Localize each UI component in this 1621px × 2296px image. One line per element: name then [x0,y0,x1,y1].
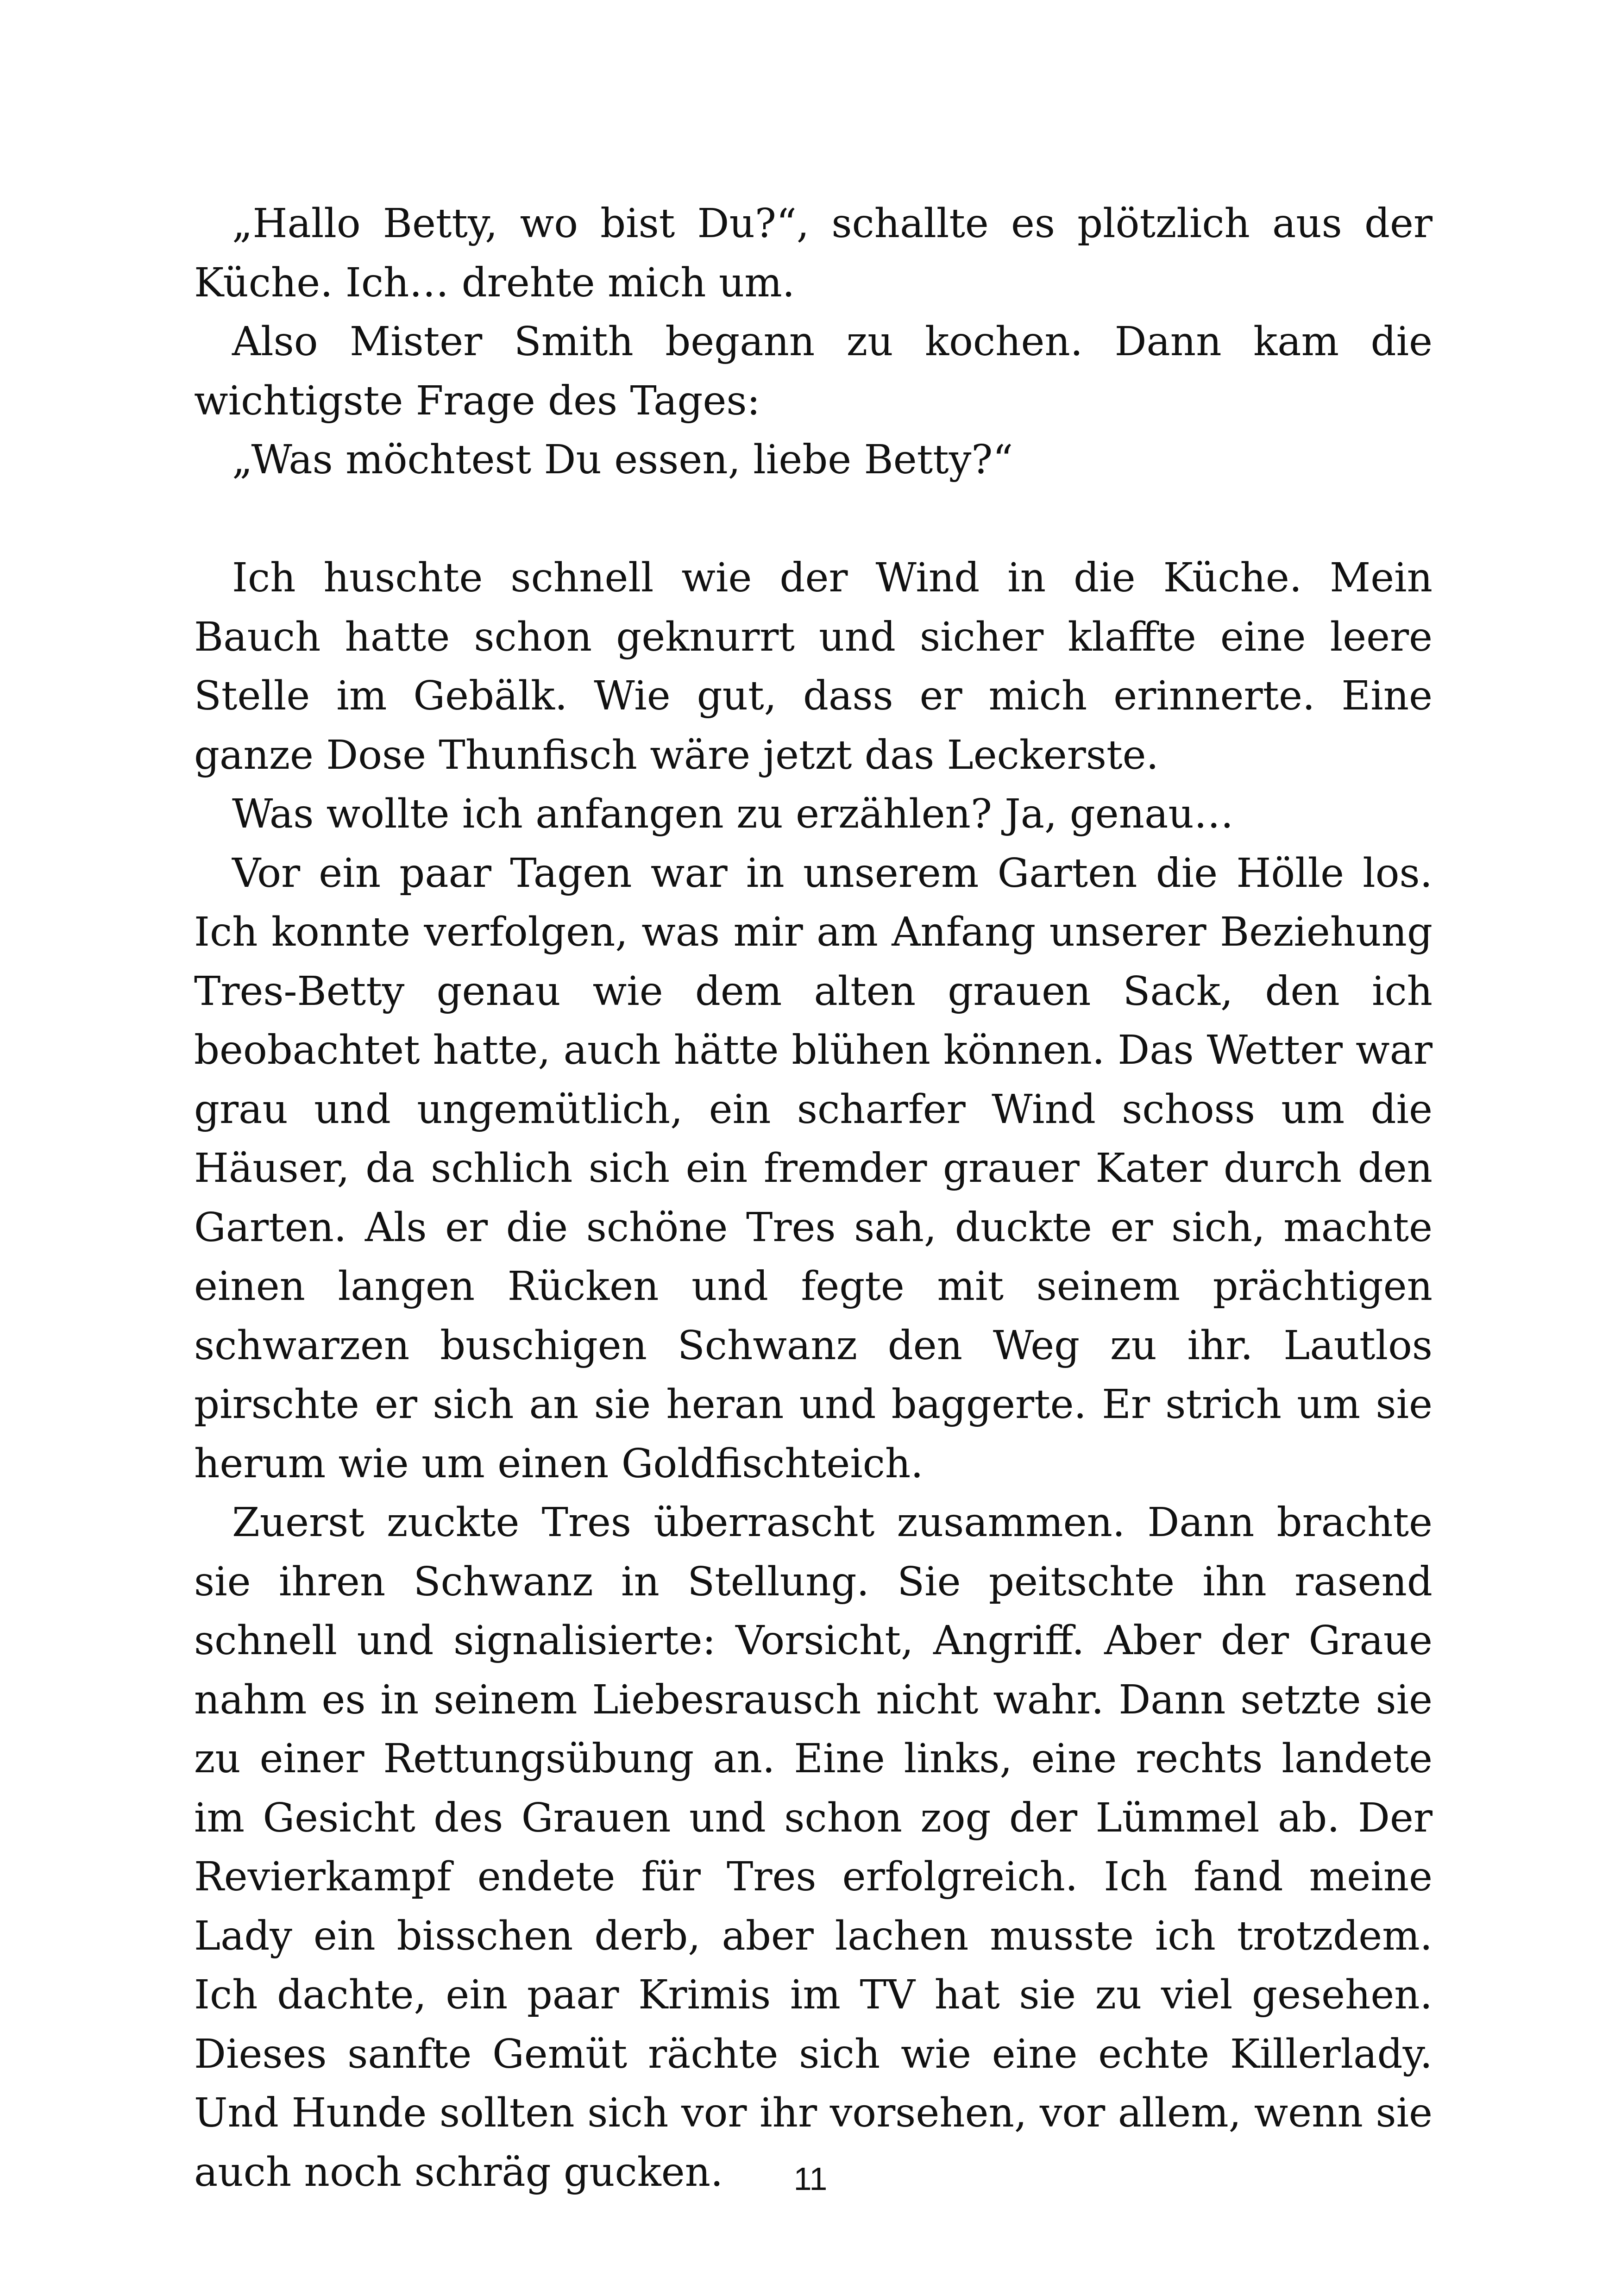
paragraph-5: Was wollte ich anfangen zu erzählen? Ja, genau… [232,791,1234,837]
body-text [194,194,1433,2202]
paragraph-2: Also Mister Smith begann zu kochen. Dann kam die wichtigste Frage des Tages: [194,319,1433,424]
page-number: 11 [793,2161,828,2197]
paragraph-7: Zuerst zuckte Tres überrascht zusammen. Dann brachte sie ihren Schwanz in Stellung. Sie peitschte ihn rasend schnell und signalisierte: Vorsicht, Angriff. Aber der Graue nahm es in seinem Liebesrausch nicht wahr. Dann setzte sie zu einer Rettungsübung an. Eine links, eine rechts landete im Gesicht des Grauen und schon zog der Lümmel ab. Der Revierkampf endete für Tres erfolgreich. Ich fand meine Lady ein bisschen derb, aber lachen musste ich trotzdem. Ich dachte, ein paar Krimis im TV hat sie zu viel gesehen. Dieses sanfte Gemüt rächte sich wie eine echte Killerlady. Und Hunde sollten sich vor ihr vorsehen, vor allem, wenn sie auch noch schräg gucken. [194,1499,1433,2196]
paragraph-4: Ich huschte schnell wie der Wind in die Küche. Mein Bauch hatte schon geknurrt und sicher klaffte eine leere Stelle im Gebälk. Wie gut, dass er mich erinnerte. Eine ganze Dose Thunfisch wäre jetzt das Leckerste. [194,555,1433,778]
paragraph-3: „Was möchtest Du essen, liebe Betty?“ [232,437,1013,483]
paragraph-1: „Hallo Betty, wo bist Du?“, schallte es plötzlich aus der Küche. Ich… drehte mich um. [194,201,1433,306]
paragraph-6: Vor ein paar Tagen war in unserem Garten die Hölle los. Ich konnte verfolgen, was mir am Anfang unserer Beziehung Tres-Betty genau wie dem alten grauen Sack, den ich beobachtet hatte, auch hätte blühen können. Das Wetter war grau und ungemütlich, ein scharfer Wind schoss um die Häuser, da schlich sich ein fremder grauer Kater durch den Garten. Als er die schöne Tres sah, duckte er sich, machte einen langen Rücken und fegte mit seinem prächtigen schwarzen buschigen Schwanz den Weg zu ihr. Lautlos pirschte er sich an sie heran und baggerte. Er strich um sie herum wie um einen Goldfischteich. [194,850,1433,1487]
